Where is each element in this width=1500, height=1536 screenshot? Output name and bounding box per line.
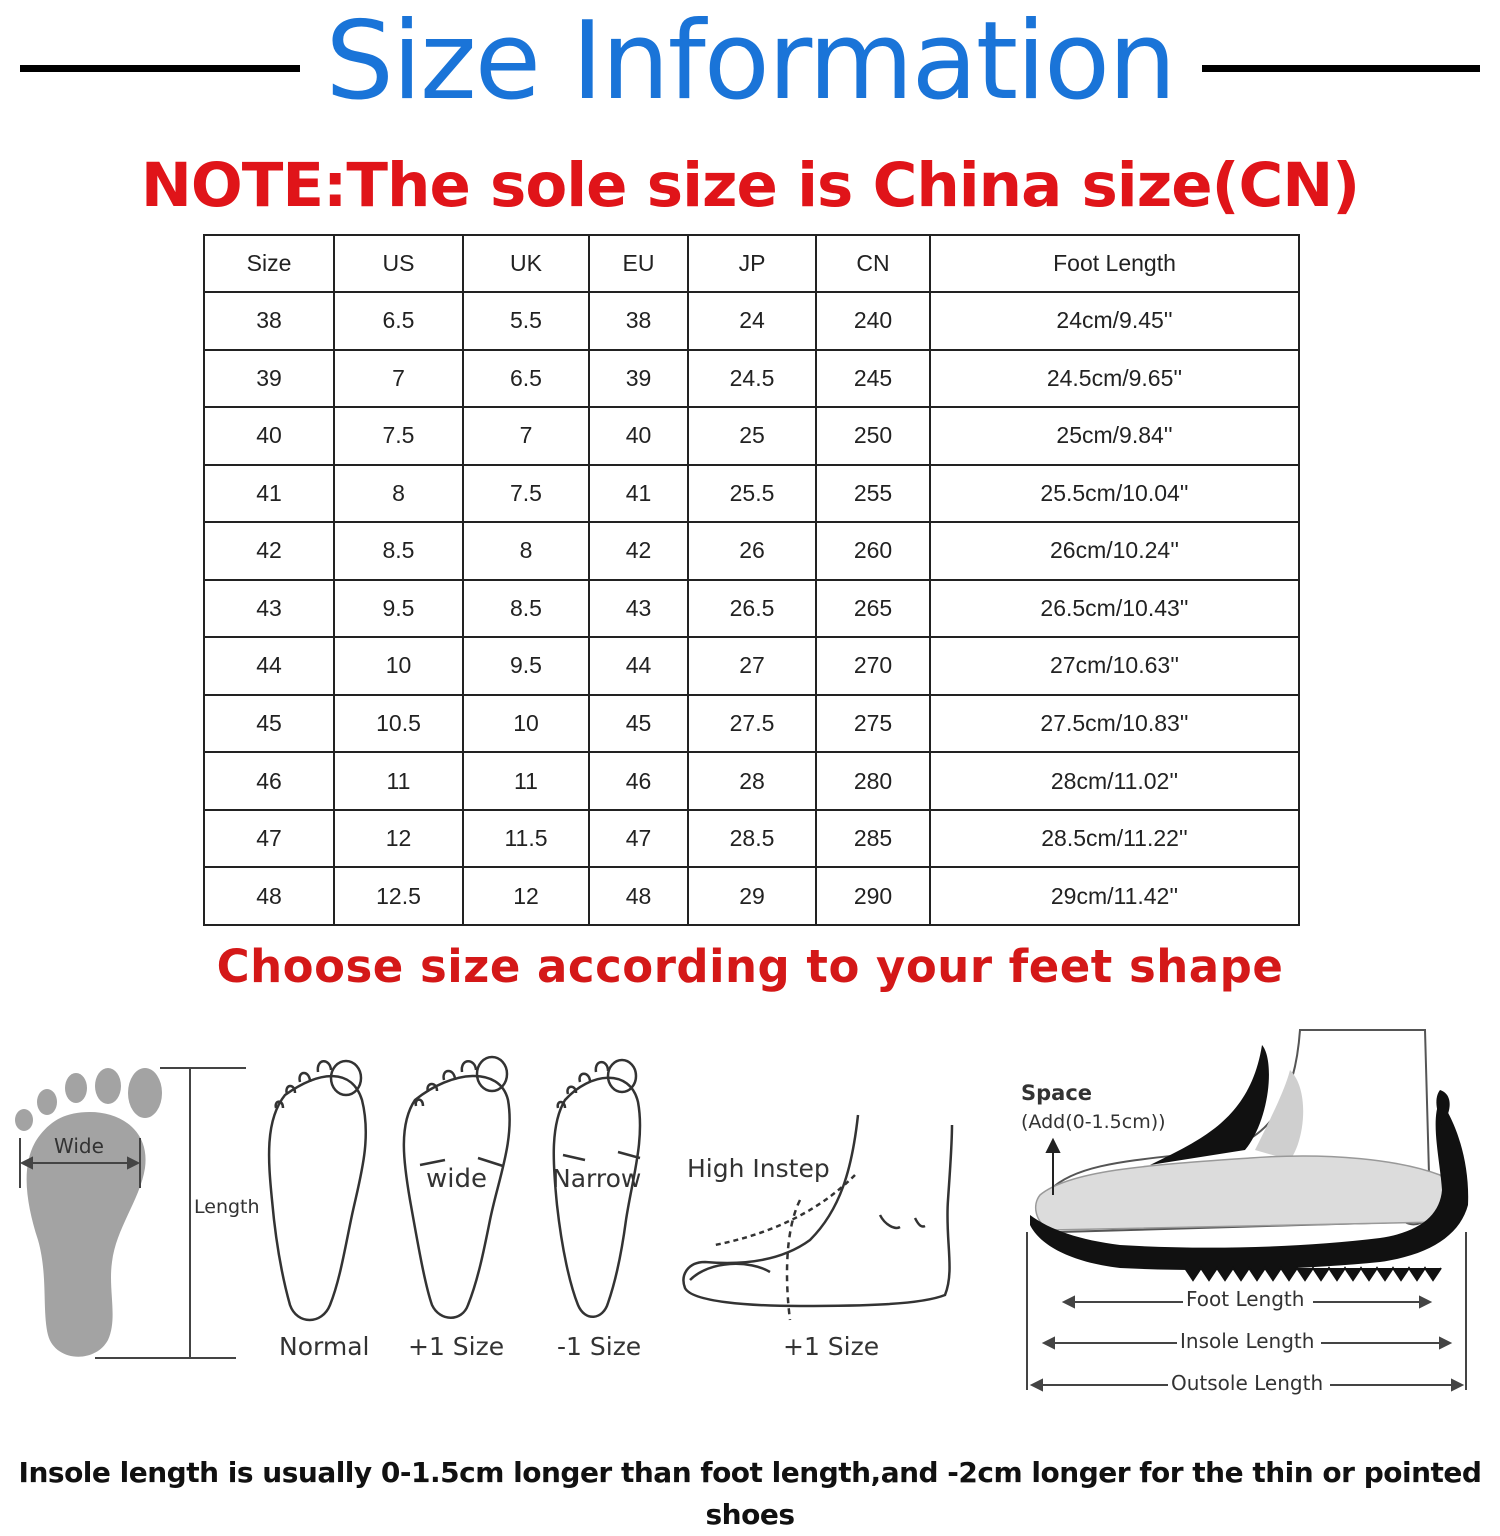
column-header-us: US <box>334 235 463 292</box>
cell-cn: 260 <box>816 522 930 580</box>
cell-cn: 275 <box>816 695 930 753</box>
cell-uk: 11.5 <box>463 810 589 868</box>
cell-uk: 6.5 <box>463 350 589 408</box>
cell-jp: 26 <box>688 522 816 580</box>
wide-measure-label: Wide <box>54 1134 104 1158</box>
cell-eu: 48 <box>589 867 688 925</box>
length-measure-label: Length <box>194 1196 260 1218</box>
column-header-uk: UK <box>463 235 589 292</box>
insole-length-note: Insole length is usually 0-1.5cm longer than foot length,and -2cm longer for the thin or pointed shoes <box>18 1456 1482 1531</box>
cell-us: 10 <box>334 637 463 695</box>
cell-uk: 9.5 <box>463 637 589 695</box>
footprint-icon <box>15 1068 162 1357</box>
cell-us: 7 <box>334 350 463 408</box>
cell-cn: 290 <box>816 867 930 925</box>
cell-foot-length: 26cm/10.24'' <box>930 522 1299 580</box>
cell-jp: 28.5 <box>688 810 816 868</box>
cell-jp: 25 <box>688 407 816 465</box>
cell-cn: 270 <box>816 637 930 695</box>
cell-jp: 27.5 <box>688 695 816 753</box>
cell-uk: 8.5 <box>463 580 589 638</box>
cell-uk: 12 <box>463 867 589 925</box>
cell-cn: 245 <box>816 350 930 408</box>
space-detail: (Add(0-1.5cm)) <box>1021 1111 1166 1133</box>
cell-foot-length: 29cm/11.42'' <box>930 867 1299 925</box>
cell-foot-length: 25.5cm/10.04'' <box>930 465 1299 523</box>
feet-shape-heading: Choose size according to your feet shape <box>216 940 1284 993</box>
cell-uk: 10 <box>463 695 589 753</box>
cell-eu: 43 <box>589 580 688 638</box>
cell-size: 45 <box>204 695 334 753</box>
cell-cn: 240 <box>816 292 930 350</box>
cell-size: 48 <box>204 867 334 925</box>
cell-jp: 27 <box>688 637 816 695</box>
cell-foot-length: 28cm/11.02'' <box>930 752 1299 810</box>
shape-label-wide: wide <box>426 1164 487 1194</box>
cell-us: 12.5 <box>334 867 463 925</box>
cell-size: 40 <box>204 407 334 465</box>
cell-eu: 40 <box>589 407 688 465</box>
shoe-cross-section-icon <box>1030 1030 1468 1280</box>
cell-size: 47 <box>204 810 334 868</box>
cell-size: 38 <box>204 292 334 350</box>
shape-label-narrow: Narrow <box>552 1164 642 1193</box>
high-instep-foot-icon <box>684 1115 952 1320</box>
space-title: Space <box>1021 1081 1093 1105</box>
cell-eu: 42 <box>589 522 688 580</box>
cell-eu: 41 <box>589 465 688 523</box>
cell-eu: 39 <box>589 350 688 408</box>
cell-us: 6.5 <box>334 292 463 350</box>
cell-eu: 44 <box>589 637 688 695</box>
cell-uk: 7.5 <box>463 465 589 523</box>
cell-size: 44 <box>204 637 334 695</box>
cell-uk: 8 <box>463 522 589 580</box>
cell-us: 11 <box>334 752 463 810</box>
cell-cn: 280 <box>816 752 930 810</box>
cell-eu: 38 <box>589 292 688 350</box>
cell-foot-length: 27cm/10.63'' <box>930 637 1299 695</box>
cell-cn: 265 <box>816 580 930 638</box>
cell-foot-length: 25cm/9.84'' <box>930 407 1299 465</box>
cell-us: 8.5 <box>334 522 463 580</box>
cell-jp: 25.5 <box>688 465 816 523</box>
shape-size-narrow: -1 Size <box>557 1332 642 1361</box>
cell-foot-length: 28.5cm/11.22'' <box>930 810 1299 868</box>
cell-jp: 24.5 <box>688 350 816 408</box>
cell-size: 41 <box>204 465 334 523</box>
column-header-cn: CN <box>816 235 930 292</box>
cell-us: 12 <box>334 810 463 868</box>
cell-uk: 7 <box>463 407 589 465</box>
cell-foot-length: 24cm/9.45'' <box>930 292 1299 350</box>
shape-size-wide: +1 Size <box>408 1332 505 1361</box>
cell-size: 43 <box>204 580 334 638</box>
cell-foot-length: 24.5cm/9.65'' <box>930 350 1299 408</box>
cell-jp: 28 <box>688 752 816 810</box>
cell-uk: 11 <box>463 752 589 810</box>
cell-eu: 46 <box>589 752 688 810</box>
size-note: NOTE:The sole size is China size(CN) <box>140 150 1360 221</box>
cell-size: 46 <box>204 752 334 810</box>
column-header-jp: JP <box>688 235 816 292</box>
page-title: Size Information <box>325 0 1175 124</box>
cell-eu: 47 <box>589 810 688 868</box>
shape-size-high-instep: +1 Size <box>783 1332 880 1361</box>
cell-uk: 5.5 <box>463 292 589 350</box>
cell-size: 42 <box>204 522 334 580</box>
foot-length-label: Foot Length <box>1186 1287 1305 1311</box>
shape-size-normal: Normal <box>279 1332 370 1361</box>
cell-jp: 24 <box>688 292 816 350</box>
cell-eu: 45 <box>589 695 688 753</box>
cell-cn: 255 <box>816 465 930 523</box>
shape-label-high-instep: High Instep <box>687 1154 830 1183</box>
cell-us: 8 <box>334 465 463 523</box>
cell-us: 10.5 <box>334 695 463 753</box>
cell-us: 7.5 <box>334 407 463 465</box>
cell-us: 9.5 <box>334 580 463 638</box>
cell-size: 39 <box>204 350 334 408</box>
cell-cn: 250 <box>816 407 930 465</box>
cell-foot-length: 26.5cm/10.43'' <box>930 580 1299 638</box>
insole-length-label: Insole Length <box>1180 1329 1315 1353</box>
cell-jp: 29 <box>688 867 816 925</box>
column-header-size: Size <box>204 235 334 292</box>
column-header-foot-length: Foot Length <box>930 235 1299 292</box>
cell-foot-length: 27.5cm/10.83'' <box>930 695 1299 753</box>
outsole-length-label: Outsole Length <box>1171 1371 1324 1395</box>
column-header-eu: EU <box>589 235 688 292</box>
cell-jp: 26.5 <box>688 580 816 638</box>
normal-foot-icon <box>269 1061 366 1320</box>
cell-cn: 285 <box>816 810 930 868</box>
